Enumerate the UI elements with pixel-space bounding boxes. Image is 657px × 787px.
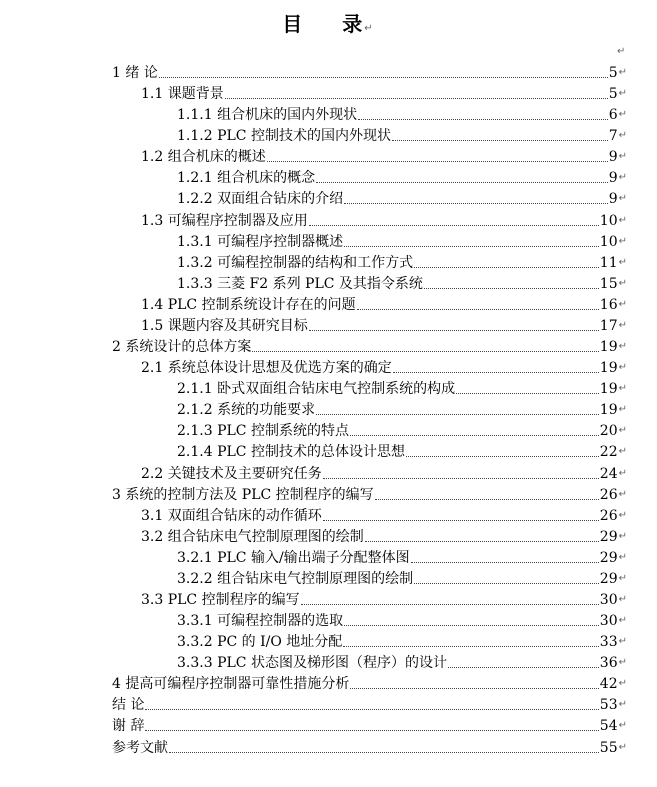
toc-entry-page: 11 (599, 254, 618, 271)
dot-leader (309, 329, 599, 331)
toc-entry-title: 3.2.2 组合钻床电气控制原理图的绘制 (177, 570, 414, 587)
toc-entry-title: 3.1 双面组合钻床的动作循环 (141, 507, 322, 524)
paragraph-mark-icon: ↵ (618, 720, 627, 732)
toc-entry[interactable] (177, 631, 627, 651)
paragraph-mark-icon: ↵ (618, 741, 627, 753)
dot-leader (344, 624, 599, 626)
paragraph-mark-icon: ↵ (618, 341, 627, 353)
toc-entry-title: 2.1 系统总体设计思想及优选方案的确定 (141, 360, 392, 377)
toc-entry[interactable] (141, 505, 627, 525)
dot-leader (159, 76, 608, 78)
toc-entry[interactable] (177, 273, 627, 293)
toc-entry-page: 29 (599, 570, 618, 587)
toc-entry[interactable] (177, 610, 627, 630)
toc-entry[interactable] (141, 294, 627, 314)
toc-entry[interactable] (141, 146, 627, 166)
toc-entry[interactable] (177, 547, 627, 567)
toc-entry-title: 结 论 (112, 697, 145, 714)
toc-entry-page: 5 (608, 86, 618, 103)
toc-entry[interactable] (141, 83, 627, 103)
dot-leader (169, 751, 599, 753)
paragraph-mark-icon: ↵ (618, 551, 627, 563)
paragraph-mark-icon: ↵ (618, 319, 627, 331)
paragraph-mark-icon: ↵ (618, 636, 627, 648)
paragraph-mark-icon: ↵ (618, 594, 627, 605)
toc-entry-page: 7 (608, 128, 618, 145)
dot-leader (393, 371, 599, 373)
toc-entry-page: 42 (599, 676, 618, 693)
paragraph-mark-icon: ↵ (618, 615, 627, 627)
dot-leader (344, 245, 599, 247)
toc-entry[interactable] (141, 315, 627, 335)
toc-entry-title: 1.3 可编程序控制器及应用 (141, 212, 308, 229)
toc-entry-title: 1.1.2 PLC 控制技术的国内外现状 (177, 128, 391, 145)
dot-leader (316, 413, 599, 415)
dot-leader (414, 582, 599, 584)
paragraph-mark-icon: ↵ (618, 88, 627, 100)
toc-entry[interactable] (177, 652, 627, 672)
toc-entry-title: 2.1.4 PLC 控制技术的总体设计思想 (177, 444, 405, 461)
toc-entry[interactable] (177, 441, 627, 461)
toc-entry-page: 30 (599, 592, 618, 608)
paragraph-mark-icon: ↵ (617, 46, 626, 57)
toc-entry-title: 3.3.3 PLC 状态图及梯形图（程序）的设计 (177, 655, 447, 672)
toc-entry-page: 26 (599, 486, 618, 503)
dot-leader (411, 561, 599, 563)
toc-entry-page: 19 (599, 381, 618, 398)
dot-leader (424, 287, 599, 289)
dot-leader (301, 603, 599, 605)
toc-entry-title: 1.3.2 可编程控制器的结构和工作方式 (177, 254, 414, 271)
dot-leader (357, 308, 599, 310)
toc-entry-title: 2.1.1 卧式双面组合钻床电气控制系统的构成 (177, 381, 456, 398)
dot-leader (343, 645, 599, 647)
paragraph-mark-icon: ↵ (618, 699, 627, 711)
toc-entry-page: 19 (599, 339, 618, 356)
toc-entry[interactable] (112, 62, 627, 82)
dot-leader (365, 540, 599, 542)
toc-entry-page: 24 (599, 465, 618, 482)
toc-entry-page: 53 (599, 697, 618, 714)
toc-entry-page: 10 (599, 212, 618, 229)
dot-leader (145, 708, 598, 710)
paragraph-mark-icon: ↵ (618, 488, 627, 500)
toc-entry[interactable] (177, 104, 627, 124)
toc-entry-page: 10 (599, 233, 618, 250)
toc-entry-page: 17 (599, 317, 618, 334)
toc-entry-page: 33 (599, 634, 618, 651)
paragraph-mark-icon: ↵ (618, 214, 627, 226)
toc-entry-page: 6 (608, 107, 618, 124)
dot-leader (375, 498, 599, 500)
toc-entry-title: 2.2 关键技术及主要研究任务 (141, 465, 322, 482)
toc-entry-title: 1.4 PLC 控制系统设计存在的问题 (141, 296, 356, 313)
toc-entry-page: 15 (599, 275, 618, 292)
paragraph-mark-icon: ↵ (618, 172, 627, 184)
toc-entry-title: 3.2.1 PLC 输入/输出端子分配整体图 (177, 549, 410, 566)
toc-entry[interactable] (177, 568, 627, 588)
dot-leader (323, 477, 599, 479)
toc-entry[interactable] (177, 167, 627, 187)
toc-entry[interactable] (177, 252, 627, 272)
paragraph-mark-icon: ↵ (618, 530, 627, 542)
toc-entry-title: 1 绪 论 (112, 65, 158, 81)
dot-leader (267, 160, 608, 162)
toc-entry[interactable] (177, 399, 627, 419)
toc-entry-title: 谢 辞 (112, 718, 145, 735)
dot-leader (225, 97, 608, 99)
paragraph-mark-icon: ↵ (618, 130, 627, 142)
dot-leader (252, 350, 598, 352)
dot-leader (358, 118, 608, 120)
toc-entry-title: 1.2.1 组合机床的概念 (177, 170, 316, 187)
toc-entry-page: 9 (608, 170, 618, 187)
toc-entry-page: 5 (608, 65, 618, 81)
paragraph-mark-icon: ↵ (618, 467, 627, 479)
paragraph-mark-icon: ↵ (618, 678, 627, 690)
toc-entry-page: 9 (608, 191, 618, 208)
paragraph-mark-icon: ↵ (618, 235, 627, 247)
paragraph-mark-icon: ↵ (364, 23, 375, 34)
toc-entry-title: 4 提高可编程序控制器可靠性措施分析 (112, 676, 350, 693)
toc-entry[interactable] (141, 357, 627, 377)
toc-entry-page: 20 (599, 423, 618, 440)
paragraph-mark-icon: ↵ (618, 362, 627, 374)
toc-title-part2: 录 (342, 12, 365, 36)
toc-entry[interactable] (112, 715, 627, 735)
paragraph-mark-icon: ↵ (618, 298, 627, 310)
toc-entry-title: 1.3.3 三菱 F2 系列 PLC 及其指令系统 (177, 275, 423, 292)
toc-entry-title: 3.3 PLC 控制程序的编写 (141, 592, 300, 608)
paragraph-mark-icon: ↵ (618, 572, 627, 584)
paragraph-mark-icon: ↵ (618, 109, 627, 121)
toc-entry-page: 55 (599, 739, 618, 756)
paragraph-mark-icon: ↵ (618, 67, 627, 78)
paragraph-mark-icon: ↵ (618, 151, 627, 163)
dot-leader (316, 181, 608, 183)
dot-leader (448, 666, 599, 668)
paragraph-mark-icon: ↵ (618, 193, 627, 205)
toc-entry[interactable] (112, 673, 627, 693)
toc-entry-title: 2 系统设计的总体方案 (112, 339, 252, 356)
toc-entry[interactable] (177, 188, 627, 208)
toc-entry-title: 1.1.1 组合机床的国内外现状 (177, 107, 358, 124)
paragraph-mark-icon: ↵ (618, 509, 627, 521)
toc-entry-title: 3.3.1 可编程控制器的选取 (177, 613, 344, 630)
dot-leader (350, 687, 598, 689)
dot-leader (145, 729, 598, 731)
toc-title-part1: 目 (282, 12, 305, 36)
toc-entry-title: 3 系统的控制方法及 PLC 控制程序的编写 (112, 486, 374, 503)
toc-entry[interactable] (141, 463, 627, 483)
toc-entry-title: 3.2 组合钻床电气控制原理图的绘制 (141, 528, 364, 545)
toc-entry[interactable] (141, 526, 627, 546)
toc-entry-page: 19 (599, 402, 618, 419)
toc-entry[interactable] (112, 484, 627, 504)
dot-leader (323, 519, 599, 521)
toc-entry[interactable] (141, 210, 627, 230)
dot-leader (456, 392, 599, 394)
toc-entry-title: 3.3.2 PC 的 I/O 地址分配 (177, 634, 343, 651)
dot-leader (350, 434, 599, 436)
toc-entry-title: 2.1.2 系统的功能要求 (177, 402, 316, 419)
toc-entry[interactable] (177, 231, 627, 251)
toc-entry-page: 22 (599, 444, 618, 461)
toc-entry[interactable] (177, 125, 627, 145)
toc-entry-page: 9 (608, 149, 618, 166)
toc-entry-title: 1.5 课题内容及其研究目标 (141, 317, 308, 334)
toc-title (0, 8, 657, 37)
dot-leader (344, 202, 608, 204)
toc-entry-page: 54 (599, 718, 618, 735)
paragraph-mark-icon: ↵ (618, 277, 627, 289)
toc-entry-page: 16 (599, 296, 618, 313)
toc-entry-title: 1.1 课题背景 (141, 86, 224, 103)
dot-leader (414, 266, 599, 268)
toc-entry[interactable] (112, 737, 627, 757)
toc-entry[interactable] (177, 420, 627, 440)
toc-entry-title: 2.1.3 PLC 控制系统的特点 (177, 423, 349, 440)
toc-entry-title: 1.3.1 可编程序控制器概述 (177, 233, 344, 250)
dot-leader (392, 139, 608, 141)
toc-entry-title: 1.2.2 双面组合钻床的介绍 (177, 191, 344, 208)
toc-entry[interactable] (112, 336, 627, 356)
toc-entry[interactable] (141, 589, 627, 609)
toc-entry[interactable] (112, 694, 627, 714)
paragraph-mark-icon: ↵ (618, 404, 627, 416)
toc-entry-page: 19 (599, 360, 618, 377)
toc-entry-page: 26 (599, 507, 618, 524)
paragraph-mark-icon: ↵ (618, 446, 627, 458)
paragraph-mark-icon: ↵ (618, 256, 627, 268)
toc-entry-page: 29 (599, 528, 618, 545)
paragraph-mark-icon: ↵ (618, 657, 627, 669)
dot-leader (406, 455, 599, 457)
paragraph-mark-icon: ↵ (618, 425, 627, 437)
toc-entry-page: 30 (599, 613, 618, 630)
toc-entry-title: 参考文献 (112, 739, 168, 756)
paragraph-mark-icon: ↵ (618, 383, 627, 395)
toc-entry[interactable] (177, 378, 627, 398)
toc-entry-page: 36 (599, 655, 618, 672)
toc-entry-page: 29 (599, 549, 618, 566)
dot-leader (309, 224, 599, 226)
toc-entry-title: 1.2 组合机床的概述 (141, 149, 266, 166)
